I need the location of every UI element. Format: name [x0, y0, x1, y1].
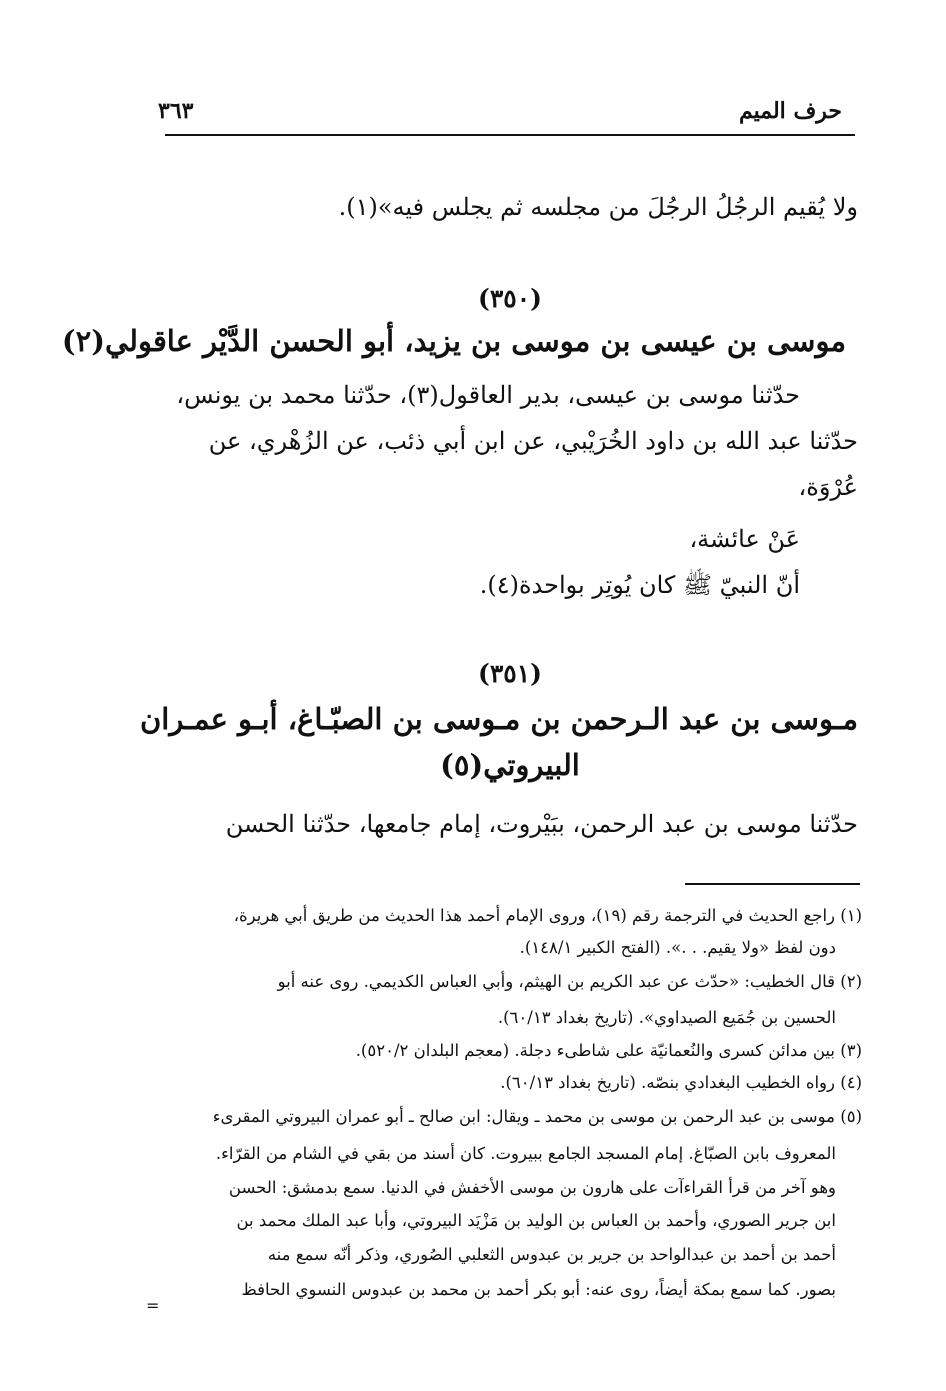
footnote-line: دون لفظ «ولا يقيم. . .». (الفتح الكبير ١٤٨/١).	[519, 938, 836, 957]
text-line: أنّ النبيّ ﷺ كان يُوتِر بواحدة(٤).	[479, 571, 800, 599]
running-title: حرف الميم	[738, 98, 842, 124]
footnote-line: بصور. كما سمع بمكة أيضاً، روى عنه: أبو بكر أحمد بن محمد بن عبدوس النسوي الحافظ	[241, 1280, 836, 1299]
footnote-line: (٤) رواه الخطيب البغدادي بنصّه. (تاريخ بغداد ٦٠/١٣).	[500, 1073, 862, 1092]
entry-title-continued: البيروتي(٥)	[440, 748, 580, 782]
text-line: حدّثنا موسى بن عبد الرحمن، ببَيْروت، إمام جامعها، حدّثنا الحسن	[225, 810, 858, 838]
footnote-line: (٢) قال الخطيب: «حدّث عن عبد الكريم بن الهيثم، وأبي العباس الكديمي. روى عنه أبو	[277, 972, 862, 991]
footnote-separator	[685, 883, 860, 885]
footnote-line: أحمد بن أحمد بن عبدالواحد بن جرير بن عبدوس الثعلبي الصُوري، وذكر أنّه سمع منه	[267, 1245, 836, 1264]
entry-title: مـوسى بن عبد الـرحمن بن مـوسى بن الصبّـاغ، أبـو عمـران	[139, 702, 858, 736]
continuation-mark: =	[146, 1296, 160, 1315]
page-number: ٣٦٣	[158, 98, 194, 124]
footnote-line: (١) راجع الحديث في الترجمة رقم (١٩)، وروى الإمام أحمد هذا الحديث من طريق أبي هريرة،	[233, 906, 862, 925]
footnote-line: وهو آخر من قرأ القراءآت على هارون بن موسى الأخفش في الدنيا. سمع بدمشق: الحسن	[228, 1178, 836, 1197]
footnote-line: المعروف بابن الصبّاغ. إمام المسجد الجامع ببيروت. كان أسند من بقي في الشام من القرّاء.	[215, 1144, 836, 1163]
text-line: عَنْ عائشة،	[689, 525, 800, 553]
text-line: عُرْوَة،	[798, 473, 858, 501]
text-line: حدّثنا موسى بن عيسى، بدير العاقول(٣)، حدّثنا محمد بن يونس،	[176, 381, 800, 409]
entry-number: (٣٥١)	[478, 659, 542, 688]
entry-number: (٣٥٠)	[478, 284, 542, 313]
carryover-line: ولا يُقيم الرجُلُ الرجُلَ من مجلسه ثم يجلس فيه»(١).	[338, 193, 858, 221]
text-line: حدّثنا عبد الله بن داود الخُرَيْبي، عن ابن أبي ذئب، عن الزُهْري، عن	[208, 427, 858, 455]
footnote-line: (٥) موسى بن عبد الرحمن بن موسى بن محمد ـ ويقال: ابن صالح ـ أبو عمران البيروتي المقرىء	[212, 1107, 862, 1126]
footnote-line: ابن جرير الصوري، وأحمد بن العباس بن الوليد بن مَزْيَد البيروتي، وأبا عبد الملك محمد بن	[236, 1211, 836, 1230]
footnote-line: الحسين بن جُمَيع الصيداوي». (تاريخ بغداد ٦٠/١٣).	[497, 1008, 836, 1027]
entry-title: موسى بن عيسى بن موسى بن يزيد، أبو الحسن الدَّيْر عاقولي(٢)	[61, 324, 846, 358]
header-rule	[165, 134, 855, 136]
footnote-line: (٣) بين مدائن كسرى والنُعمانيّة على شاطىء دجلة. (معجم البلدان ٥٢٠/٢).	[355, 1041, 862, 1060]
